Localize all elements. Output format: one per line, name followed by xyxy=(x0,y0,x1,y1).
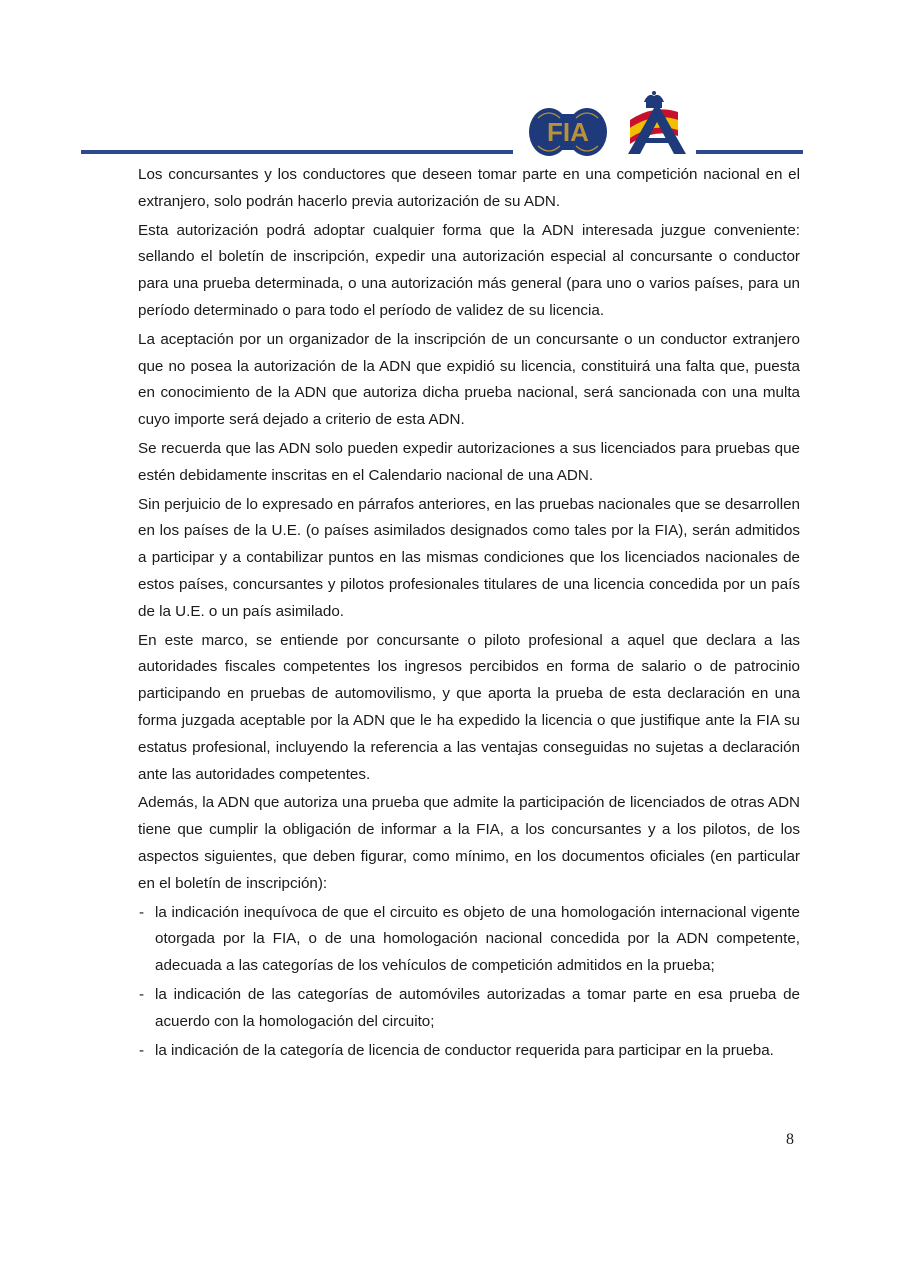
fia-logo xyxy=(528,106,608,158)
fia-logo-text: FIA xyxy=(547,117,589,147)
document-body xyxy=(138,162,800,1066)
list-item-text: la indicación de la categoría de licencia de conductor requerida para participar en la prueba. xyxy=(155,1041,774,1059)
list-item-text: la indicación inequívoca de que el circuito es objeto de una homologación internacional vigente otorgada por la FIA, o de una homologación nacional concedida por la ADN competente, adecuada a las categorías de los vehículos de competición admitidos en la prueba; xyxy=(155,903,800,975)
list-marker: - xyxy=(139,903,145,921)
paragraph: Los concursantes y los conductores que deseen tomar parte en una competición nacional en el extranjero, solo podrán hacerlo previa autorización de su ADN. xyxy=(138,166,800,210)
list-item xyxy=(138,1038,800,1065)
rfeda-logo xyxy=(624,90,688,156)
list-marker: - xyxy=(139,985,145,1003)
paragraph: Esta autorización podrá adoptar cualquier forma que la ADN interesada juzgue conveniente: sellando el boletín de inscripción, expedir una autorización especial al concursante o conductor para una prueba determinada, o una autorización más general (para uno o varios países, para un período determinado o para todo el período de validez de su licencia. xyxy=(138,221,800,319)
paragraph: La aceptación por un organizador de la inscripción de un concursante o un conductor extranjero que no posea la autorización de la ADN que expidió su licencia, constituirá una falta que, puesta en conocimiento de la ADN que autoriza dicha prueba nacional, será sancionada con una multa cuyo importe será dejado a criterio de esta ADN. xyxy=(138,330,800,429)
header-rule-left xyxy=(81,150,513,154)
paragraph: En este marco, se entiende por concursante o piloto profesional a aquel que declara a las autoridades fiscales competentes los ingresos percibidos en forma de salario o de patrocinio participando en pruebas de automovilismo, y que aporta la prueba de esta declaración en una forma juzgada aceptable por la ADN que le ha expedido la licencia o que justifique ante la FIA su estatus profesional, incluyendo la referencia a las ventajas conseguidas no sujetas a declaración ante las autoridades competentes. xyxy=(138,631,800,783)
page-number: 8 xyxy=(786,1131,794,1148)
requirements-list xyxy=(138,900,800,1065)
list-item xyxy=(138,982,800,1036)
list-marker: - xyxy=(139,1041,145,1059)
paragraph: Además, la ADN que autoriza una prueba que admite la participación de licenciados de otras ADN tiene que cumplir la obligación de informar a la FIA, a los concursantes y a los pilotos, de los aspectos siguientes, que deben figurar, como mínimo, en los documentos oficiales (en particular en el boletín de inscripción): xyxy=(138,794,800,892)
paragraph: Sin perjuicio de lo expresado en párrafos anteriores, en las pruebas nacionales que se desarrollen en los países de la U.E. (o países asimilados designados como tales por la FIA), serán admitidos a participar y a contabilizar puntos en las mismas condiciones que los licenciados nacionales de estos países, concursantes y pilotos profesionales titulares de una licencia concedida por un país de la U.E. o un país asimilado. xyxy=(138,495,800,620)
header-rule-right xyxy=(696,150,803,154)
list-item-text: la indicación de las categorías de automóviles autorizadas a tomar parte en esa prueba de acuerdo con la homologación del circuito; xyxy=(155,985,800,1030)
list-item xyxy=(138,900,800,980)
paragraph: Se recuerda que las ADN solo pueden expedir autorizaciones a sus licenciados para pruebas que estén debidamente inscritas en el Calendario nacional de una ADN. xyxy=(138,439,800,484)
